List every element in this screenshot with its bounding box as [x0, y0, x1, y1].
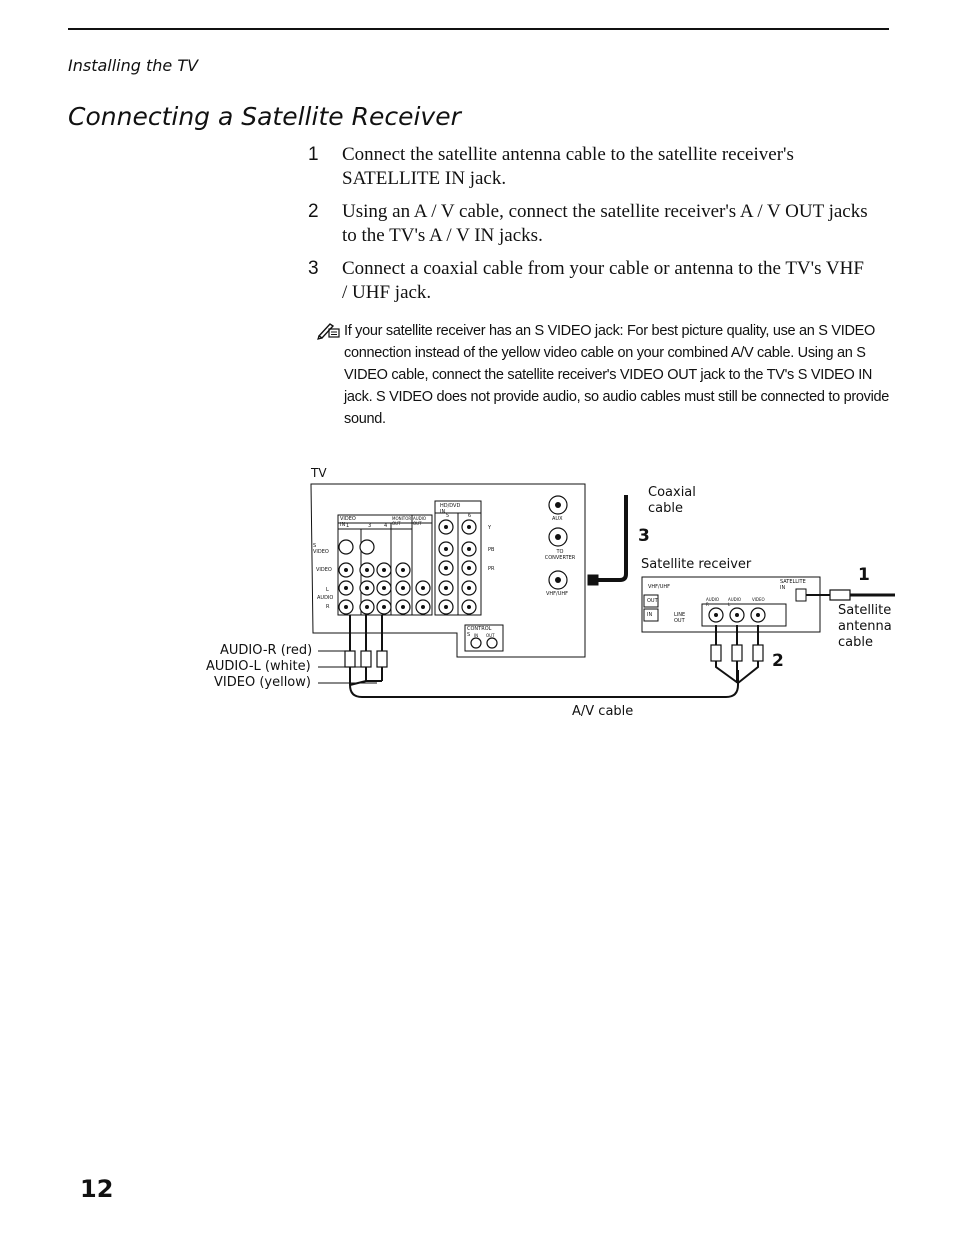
tv-r-label: R	[326, 604, 330, 610]
tv-col-4-label: 4	[384, 523, 388, 529]
receiver-in-label: IN	[647, 612, 653, 618]
control-s-in-label: IN	[474, 633, 479, 638]
coaxial-cable	[588, 495, 626, 585]
av-plugs	[345, 645, 763, 667]
page-title: Connecting a Satellite Receiver	[68, 102, 461, 131]
note-text: If your satellite receiver has an S VIDEO jack: For best picture quality, use an S VIDEO connection instead of the yellow video cable on your combined A/V cable. Using an S VIDEO cable, connect the satellite receiver's VIDEO OUT jack to the TV's S VIDEO IN jack. S VIDEO does not provide audio, so audio cables must still be connected to provide sound.	[344, 323, 890, 427]
section-header: Installing the TV	[68, 56, 199, 75]
receiver-audio-l-label: AUDIO L	[728, 597, 742, 607]
callout-3: 3	[638, 526, 650, 546]
page-number: 12	[80, 1175, 114, 1203]
receiver-satellite-in-label: SATELLITE IN	[780, 579, 806, 591]
tv-col-5-label: 5	[446, 513, 450, 519]
tv-hd-dvd-in-label: HD/DVD IN	[440, 503, 461, 515]
tv-jacks	[339, 496, 567, 648]
tv-vhf-uhf-label: VHF/UHF	[546, 591, 569, 597]
satellite-antenna-cable-drawing	[806, 590, 895, 600]
coaxial-cable-label: Coaxial cable	[648, 485, 696, 516]
tv-label: TV	[311, 466, 327, 480]
tv-jack-centers	[344, 502, 561, 609]
pencil-note-icon	[316, 320, 340, 340]
receiver-out-label: OUT	[647, 598, 658, 604]
tv-pb-label: PB	[488, 547, 495, 553]
tv-col-6-label: 6	[468, 513, 472, 519]
tv-s-video-label: S VIDEO	[313, 543, 329, 555]
callout-1: 1	[858, 565, 870, 585]
plug-audio-r-receiver	[711, 645, 721, 661]
step-number: 2	[308, 201, 319, 222]
tv-l-label: L	[326, 587, 329, 593]
tv-col-1-label: 1	[346, 523, 350, 529]
header-rule	[68, 28, 889, 30]
tv-svideo-jack-1	[339, 540, 353, 554]
tv-aux-label: AUX	[552, 516, 563, 522]
receiver-vhf-uhf-label: VHF/UHF	[648, 584, 671, 590]
plug-video-tv	[377, 651, 387, 667]
receiver-video-label: VIDEO	[752, 597, 765, 602]
satellite-antenna-cable-label: Satellite antenna cable	[838, 603, 892, 650]
av-cable-label: A/V cable	[572, 704, 634, 719]
receiver-audio-r-label: AUDIO R	[706, 597, 720, 607]
step-text: Using an A / V cable, connect the satellite receiver's A / V OUT jacks to the TV's A / V IN jacks.	[342, 201, 868, 246]
step-number: 3	[308, 258, 319, 279]
step-number: 1	[308, 144, 319, 165]
av-cable-drawing	[350, 615, 758, 697]
diagram-drawing	[0, 455, 954, 725]
tv-pr-label: PR	[488, 566, 495, 572]
tv-audio-row-label: AUDIO	[317, 595, 334, 601]
control-s-in-jack	[471, 638, 481, 648]
tv-audio-out-label: AUDIO OUT	[413, 516, 427, 526]
audio-r-label: AUDIO-R (red)	[220, 643, 313, 658]
tv-svideo-jack-3	[360, 540, 374, 554]
control-s-out-label: OUT	[486, 633, 495, 638]
step-text: Connect the satellite antenna cable to the satellite receiver's SATELLITE IN jack.	[342, 144, 794, 189]
satellite-receiver-label: Satellite receiver	[641, 557, 752, 572]
plug-video-receiver	[753, 645, 763, 661]
control-s-out-jack	[487, 638, 497, 648]
control-s-label: CONTROL S	[467, 626, 492, 638]
tv-y-label: Y	[488, 525, 492, 531]
plug-audio-r-tv	[345, 651, 355, 667]
tv-to-converter-label: TO CONVERTER	[544, 549, 576, 561]
video-label: VIDEO (yellow)	[214, 675, 311, 690]
tv-col-3-label: 3	[368, 523, 372, 529]
receiver-line-out-label: LINE OUT	[674, 612, 686, 624]
tv-video-row-label: VIDEO	[316, 567, 332, 573]
callout-2: 2	[772, 651, 784, 671]
plug-audio-l-tv	[361, 651, 371, 667]
tv-video-in-label: VIDEO IN	[340, 516, 356, 528]
tv-monitor-out-label: MONITOR OUT	[392, 516, 412, 526]
plug-audio-l-receiver	[732, 645, 742, 661]
step-text: Connect a coaxial cable from your cable or antenna to the TV's VHF / UHF jack.	[342, 258, 864, 303]
audio-l-label: AUDIO-L (white)	[206, 659, 311, 674]
